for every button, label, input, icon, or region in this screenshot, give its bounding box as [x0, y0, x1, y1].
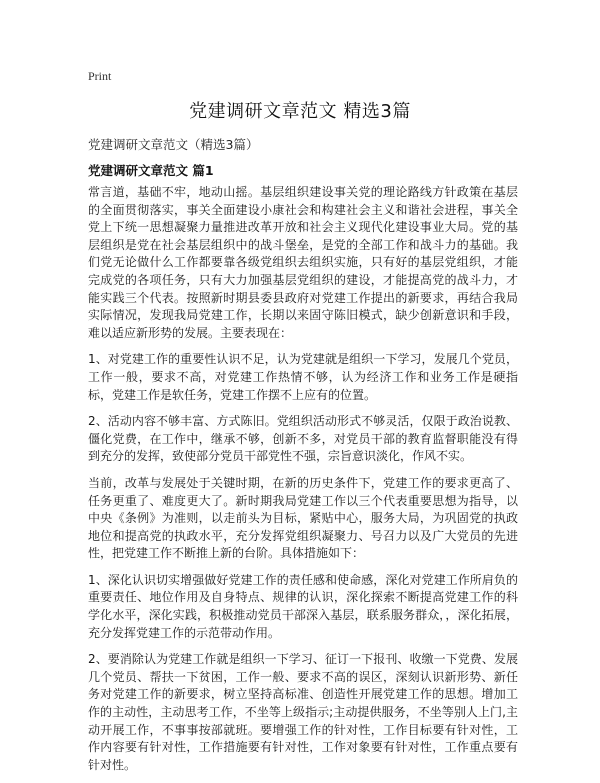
paragraph: 2、要消除认为党建工作就是组织一下学习、征订一下报刊、收缴一下党费、发展几个党员、帮扶一下贫困，工作一般、要求不高的误区，深刻认识新形势、新任务对党建工作的新要求，树立坚持高标准、创造性开展党建工作的思想。增加工作的主动性，主动思考工作，不坐等上级指示;主动提供服务，不坐等别人上门,主动开展工作，不事事按部就班。要增强工作的针对性，工作目标要有针对性，工作内容要有针对性，工作措施要有针对性，工作对象要有针对性，工作重点要有针对性。: [88, 652, 518, 772]
paragraph: 1、对党建工作的重要性认识不足，认为党建就是组织一下学习，发展几个党员，工作一般，要求不高，对党建工作热情不够，认为经济工作和业务工作是硬指标，党建工作是软任务，党建工作摆不上应有的位置。: [88, 352, 518, 402]
print-label: Print: [88, 69, 112, 83]
document-subtitle: 党建调研文章范文（精选3篇）: [88, 137, 259, 152]
paragraph: 1、深化认识切实增强做好党建工作的责任感和使命感，深化对党建工作所肩负的重要责任、地位作用及自身特点、规律的认识，深化探索不断提高党建工作的科学化水平，深化实践，积极推动党员干部深入基层，联系服务群众，，深化拓展，充分发挥党建工作的示范带动作用。: [88, 572, 518, 640]
section-heading: 党建调研文章范文 篇1: [88, 163, 214, 178]
paragraph: 当前，改革与发展处于关键时期，在新的历史条件下，党建工作的要求更高了、任务更重了、难度更大了。新时期我局党建工作以三个代表重要思想为指导，以中央《条例》为准则，以走前头为目标，紧贴中心，服务大局，为巩固党的执政地位和提高党的执政水平，充分发挥党组织凝聚力、号召力以及广大党员的先进性，把党建工作不断推上新的台阶。具体措施如下：: [88, 475, 518, 561]
document-body: [88, 184, 518, 783]
document-title: 党建调研文章范文 精选3篇: [189, 101, 411, 122]
paragraph: 2、活动内容不够丰富、方式陈旧。党组织活动形式不够灵活，仅限于政治说教、僵化党费，在工作中，继承不够，创新不多，对党员干部的教育监督职能没有得到充分的发挥，致使部分党员干部党性不强，宗旨意识淡化，作风不实。: [88, 414, 518, 464]
paragraph: 常言道，基础不牢，地动山摇。基层组织建设事关党的理论路线方针政策在基层的全面贯彻落实，事关全面建设小康社会和构建社会主义和谐社会进程，事关全党上下统一思想凝聚力量推进改革开放和社会主义现代化建设事业大局。党的基层组织是党在社会基层组织中的战斗堡垒，是党的全部工作和战斗力的基础。我们党无论做什么工作都要靠各级党组织去组织实施，只有好的基层党组织，才能完成党的各项任务，只有大力加强基层党组织的建设，才能提高党的战斗力，才能实践三个代表。按照新时期县委县政府对党建工作提出的新要求，再结合我局实际情况，发现我局党建工作，长期以来固守陈旧模式，缺少创新意识和手段，难以适应新形势的发展。主要表现在：: [88, 185, 518, 340]
